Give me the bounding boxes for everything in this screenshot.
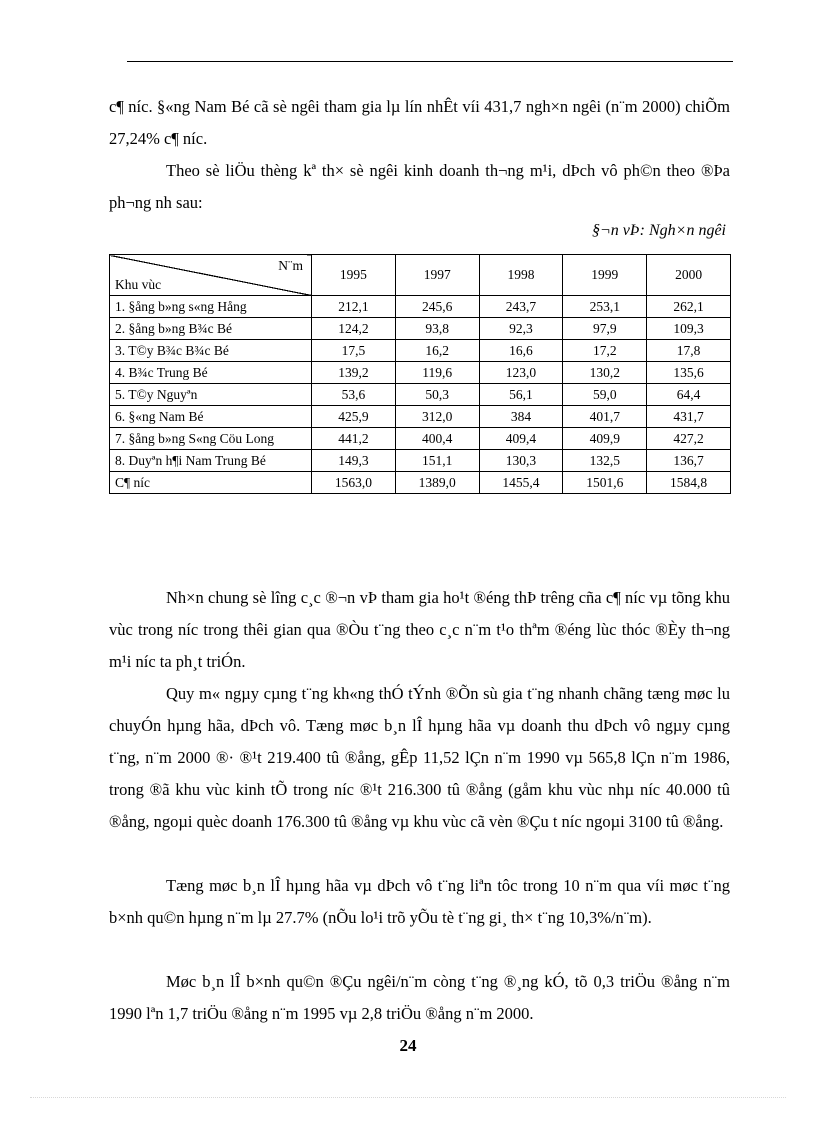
value-cell: 427,2 <box>647 428 731 450</box>
region-cell: 5. T©y Nguyªn <box>110 384 312 406</box>
page-number: 24 <box>399 1036 417 1055</box>
value-cell: 130,3 <box>479 450 563 472</box>
value-cell: 409,9 <box>563 428 647 450</box>
table-row <box>110 428 731 450</box>
region-cell: 2. §ång b»ng B¾c Bé <box>110 318 312 340</box>
value-cell: 1563,0 <box>312 472 396 494</box>
paragraph-4: Quy m« ngµy cµng t¨ng kh«ng thÓ tÝnh ®Õn sù gia t¨ng nhanh chãng tæng møc lu chuyÓn hµng hãa, dÞch vô. Tæng møc b¸n lÎ hµng hãa vµ doanh thu dÞch vô ngµy cµng t¨ng, n¨m 2000 ®· ®¹t 219.400 tû ®ång, gÊp 11,52 lÇn n¨m 1990 vµ 565,8 lÇn n¨m 1986, trong ®ã khu vùc kinh tÕ trong níc ®¹t 216.300 tû ®ång (gåm khu vùc nhµ níc 40.000 tû ®ång, ngoµi quèc doanh 176.300 tû ®ång vµ khu vùc cã vèn ®Çu t níc ngoµi 3100 tû ®ång. <box>109 684 730 831</box>
value-cell: 212,1 <box>312 296 396 318</box>
value-cell: 17,2 <box>563 340 647 362</box>
header-region-label: Khu vùc <box>115 277 162 292</box>
value-cell: 16,2 <box>395 340 479 362</box>
year-header: 1999 <box>563 255 647 296</box>
value-cell: 123,0 <box>479 362 563 384</box>
paragraph-5: Tæng møc b¸n lÎ hµng hãa vµ dÞch vô t¨ng liªn tôc trong 10 n¨m qua víi møc t¨ng b×nh qu©n hµng n¨m lµ 27.7% (nÕu lo¹i trõ yÕu tè t¨ng gi¸ th× t¨ng 10,3%/n¨m). <box>109 876 730 927</box>
table-row <box>110 340 731 362</box>
year-header: 1997 <box>395 255 479 296</box>
value-cell: 124,2 <box>312 318 396 340</box>
value-cell: 92,3 <box>479 318 563 340</box>
value-cell: 136,7 <box>647 450 731 472</box>
value-cell: 243,7 <box>479 296 563 318</box>
unit-label: §¬n vÞ: Ngh×n ngêi <box>591 222 726 239</box>
region-cell: 8. Duyªn h¶i Nam Trung Bé <box>110 450 312 472</box>
region-cell: 3. T©y B¾c B¾c Bé <box>110 340 312 362</box>
table-row <box>110 406 731 428</box>
region-cell: C¶ níc <box>110 472 312 494</box>
value-cell: 17,5 <box>312 340 396 362</box>
year-header: 2000 <box>647 255 731 296</box>
paragraph-1: c¶ níc. §«ng Nam Bé cã sè ngêi tham gia lµ lín nhÊt víi 431,7 ngh×n ngêi (n¨m 2000) chiÕm 27,24% c¶ níc. <box>109 97 730 148</box>
paragraph-2: Theo sè liÖu thèng kª th× sè ngêi kinh doanh th¬ng m¹i, dÞch vô ph©n theo ®Þa ph¬ng nh sau: <box>109 161 730 212</box>
value-cell: 149,3 <box>312 450 396 472</box>
value-cell: 16,6 <box>479 340 563 362</box>
value-cell: 1455,4 <box>479 472 563 494</box>
value-cell: 97,9 <box>563 318 647 340</box>
value-cell: 130,2 <box>563 362 647 384</box>
page-bottom-divider <box>30 1097 786 1098</box>
table-row <box>110 450 731 472</box>
value-cell: 151,1 <box>395 450 479 472</box>
region-cell: 4. B¾c Trung Bé <box>110 362 312 384</box>
year-header: 1995 <box>312 255 396 296</box>
year-header: 1998 <box>479 255 563 296</box>
table-row <box>110 318 731 340</box>
value-cell: 431,7 <box>647 406 731 428</box>
value-cell: 400,4 <box>395 428 479 450</box>
value-cell: 93,8 <box>395 318 479 340</box>
value-cell: 1389,0 <box>395 472 479 494</box>
table-row <box>110 384 731 406</box>
value-cell: 409,4 <box>479 428 563 450</box>
value-cell: 64,4 <box>647 384 731 406</box>
value-cell: 139,2 <box>312 362 396 384</box>
data-table <box>109 254 731 494</box>
value-cell: 17,8 <box>647 340 731 362</box>
value-cell: 56,1 <box>479 384 563 406</box>
value-cell: 1584,8 <box>647 472 731 494</box>
value-cell: 441,2 <box>312 428 396 450</box>
value-cell: 401,7 <box>563 406 647 428</box>
table-header-row <box>110 255 731 296</box>
value-cell: 119,6 <box>395 362 479 384</box>
value-cell: 1501,6 <box>563 472 647 494</box>
value-cell: 109,3 <box>647 318 731 340</box>
value-cell: 312,0 <box>395 406 479 428</box>
header-year-label: N¨m <box>278 258 303 273</box>
region-cell: 1. §ång b»ng s«ng Hång <box>110 296 312 318</box>
value-cell: 425,9 <box>312 406 396 428</box>
value-cell: 262,1 <box>647 296 731 318</box>
value-cell: 253,1 <box>563 296 647 318</box>
value-cell: 50,3 <box>395 384 479 406</box>
table-row <box>110 362 731 384</box>
table-row <box>110 472 731 494</box>
value-cell: 384 <box>479 406 563 428</box>
value-cell: 132,5 <box>563 450 647 472</box>
region-cell: 6. §«ng Nam Bé <box>110 406 312 428</box>
diagonal-header-cell <box>110 255 312 296</box>
value-cell: 135,6 <box>647 362 731 384</box>
value-cell: 245,6 <box>395 296 479 318</box>
region-cell: 7. §ång b»ng S«ng Cöu Long <box>110 428 312 450</box>
paragraph-3: Nh×n chung sè lîng c¸c ®¬n vÞ tham gia ho¹t ®éng thÞ trêng cña c¶ níc vµ tõng khu vùc trong níc trong thêi gian qua ®Òu t¨ng theo c¸c n¨m t¹o thªm ®éng lùc thóc ®Èy th¬ng m¹i níc ta ph¸t triÓn. <box>109 588 730 671</box>
table-row <box>110 296 731 318</box>
paragraph-6: Møc b¸n lÎ b×nh qu©n ®Çu ngêi/n¨m còng t¨ng ®¸ng kÓ, tõ 0,3 triÖu ®ång n¨m 1990 lªn 1,7 triÖu ®ång n¨m 1995 vµ 2,8 triÖu ®ång n¨m 2000. <box>109 972 730 1023</box>
value-cell: 59,0 <box>563 384 647 406</box>
value-cell: 53,6 <box>312 384 396 406</box>
header-rule <box>127 61 733 62</box>
